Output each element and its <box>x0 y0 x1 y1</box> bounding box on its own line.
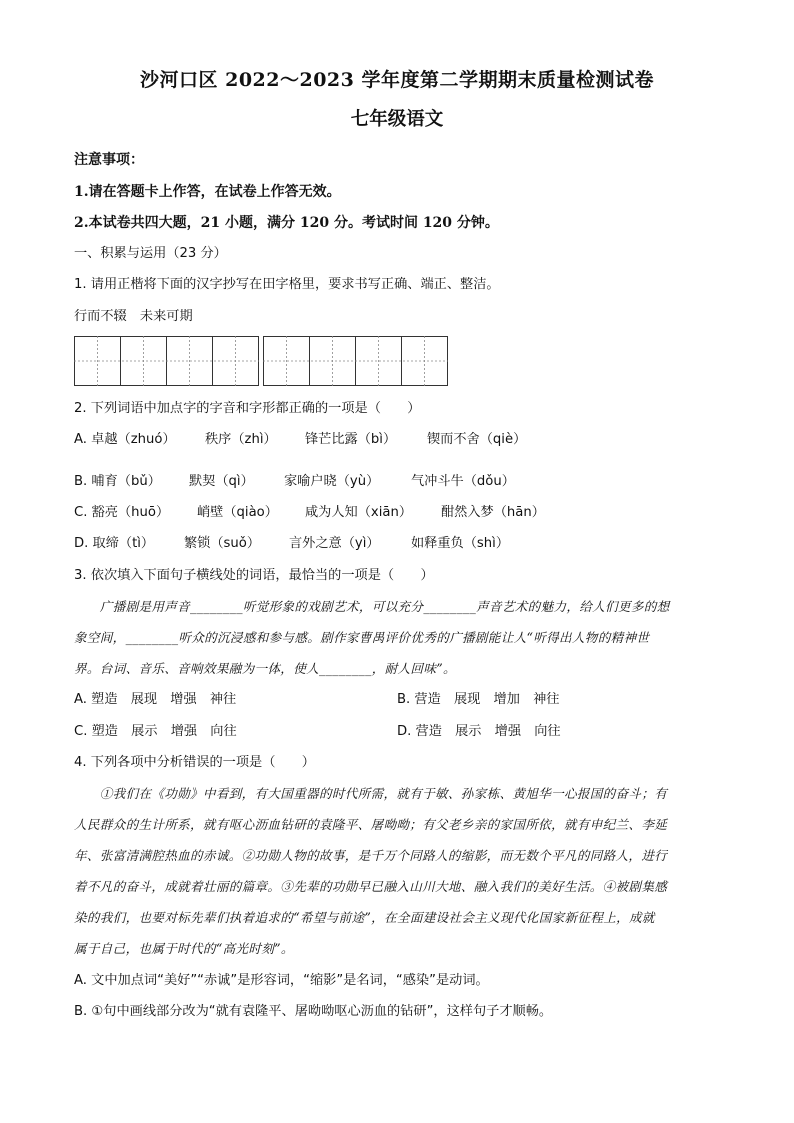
notice-heading: 注意事项： <box>74 152 144 168</box>
q3-stem: 3. 依次填入下面句子横线处的词语，最恰当的一项是（ ） <box>74 568 434 583</box>
q3-option-d: D. 营造 展示 增强 向往 <box>397 724 561 739</box>
q1-phrase: 行而不辍 未来可期 <box>74 309 193 324</box>
q2-a-word-4: 锲而不舍（qiè） <box>427 432 527 447</box>
q4-passage-line-4: 着不凡的奋斗，成就着壮丽的篇章。③先辈的功勋早已融入山川大地、融入我们的美好生活。④被剧集感 <box>74 879 668 894</box>
q2-d-word-2: 繁锁（suǒ） <box>184 536 261 551</box>
q4-passage-line-5: 染的我们，也要对标先辈们执着追求的“希望与前途”，在全面建设社会主义现代化国家新征程上，成就 <box>74 910 655 925</box>
tianzige-grid <box>74 336 450 388</box>
q2-b-word-3: 家喻户晓（yù） <box>284 474 380 489</box>
grid-guide-lines <box>74 336 448 386</box>
q2-c-word-4: 酣然入梦（hān） <box>441 505 545 520</box>
q2-c-word-3: 咸为人知（xiān） <box>305 505 413 520</box>
notice-item-1: 1.请在答题卡上作答，在试卷上作答无效。 <box>74 184 341 200</box>
q4-passage-line-2: 人民群众的生计所系，就有呕心沥血钻研的袁隆平、屠呦呦；有父老乡亲的家国所依，就有申纪兰、李延 <box>74 817 668 832</box>
q2-a-word-3: 锋芒比露（bì） <box>305 432 397 447</box>
q4-passage-line-6: 属于自己，也属于时代的“高光时刻”。 <box>74 941 294 956</box>
q3-passage-line-1: 广播剧是用声音________听觉形象的戏剧艺术，可以充分________声音艺术的魅力，给人们更多的想 <box>74 599 670 614</box>
q4-option-a: A. 文中加点词“美好”“赤诚”是形容词，“缩影”是名词，“感染”是动词。 <box>74 973 489 988</box>
q2-b-word-4: 气冲斗牛（dǒu） <box>411 474 515 489</box>
q2-a-word-2: 秩序（zhì） <box>205 432 277 447</box>
q2-c-word-1: C. 豁亮（huō） <box>74 505 170 520</box>
q2-d-word-3: 言外之意（yì） <box>289 536 380 551</box>
q2-a-word-1: A. 卓越（zhuó） <box>74 432 176 447</box>
q4-stem: 4. 下列各项中分析错误的一项是（ ） <box>74 755 315 770</box>
q2-b-word-1: B. 哺育（bǔ） <box>74 474 161 489</box>
q2-stem: 2. 下列词语中加点字的字音和字形都正确的一项是（ ） <box>74 401 421 416</box>
q4-passage-line-3: 年、张富清满腔热血的赤诚。②功勋人物的故事，是千万个同路人的缩影，而无数个平凡的同路人，进行 <box>74 848 668 863</box>
notice-item-2: 2.本试卷共四大题，21 小题，满分 120 分。考试时间 120 分钟。 <box>74 215 499 231</box>
q3-option-c: C. 塑造 展示 增强 向往 <box>74 724 237 739</box>
q2-c-word-2: 峭壁（qiào） <box>197 505 278 520</box>
q3-option-a: A. 塑造 展现 增强 神往 <box>74 692 237 707</box>
exam-subtitle: 七年级语文 <box>350 109 444 130</box>
q3-option-b: B. 营造 展现 增加 神往 <box>397 692 560 707</box>
q3-passage-line-3: 界。台词、音乐、音响效果融为一体，使人________，耐人回味”。 <box>74 661 456 676</box>
q4-passage-line-1: ①我们在《功勋》中看到，有大国重器的时代所需，就有于敏、孙家栋、黄旭华一心报国的奋斗；有 <box>74 786 668 801</box>
q2-d-word-1: D. 取缔（tì） <box>74 536 155 551</box>
q3-passage-line-2: 象空间，________听众的沉浸感和参与感。剧作家曹禺评价优秀的广播剧能让人“听得出人物的精神世 <box>74 630 650 645</box>
q2-d-word-4: 如释重负（shì） <box>411 536 510 551</box>
q1-stem: 1. 请用正楷将下面的汉字抄写在田字格里，要求书写正确、端正、整洁。 <box>74 277 500 292</box>
q2-b-word-2: 默契（qì） <box>189 474 254 489</box>
exam-title: 沙河口区 2022～2023 学年度第二学期期末质量检测试卷 <box>140 69 654 91</box>
q4-option-b: B. ①句中画线部分改为“就有袁隆平、屠呦呦呕心沥血的钻研”，这样句子才顺畅。 <box>74 1004 553 1019</box>
section-1-heading: 一、积累与运用（23 分） <box>74 246 227 261</box>
